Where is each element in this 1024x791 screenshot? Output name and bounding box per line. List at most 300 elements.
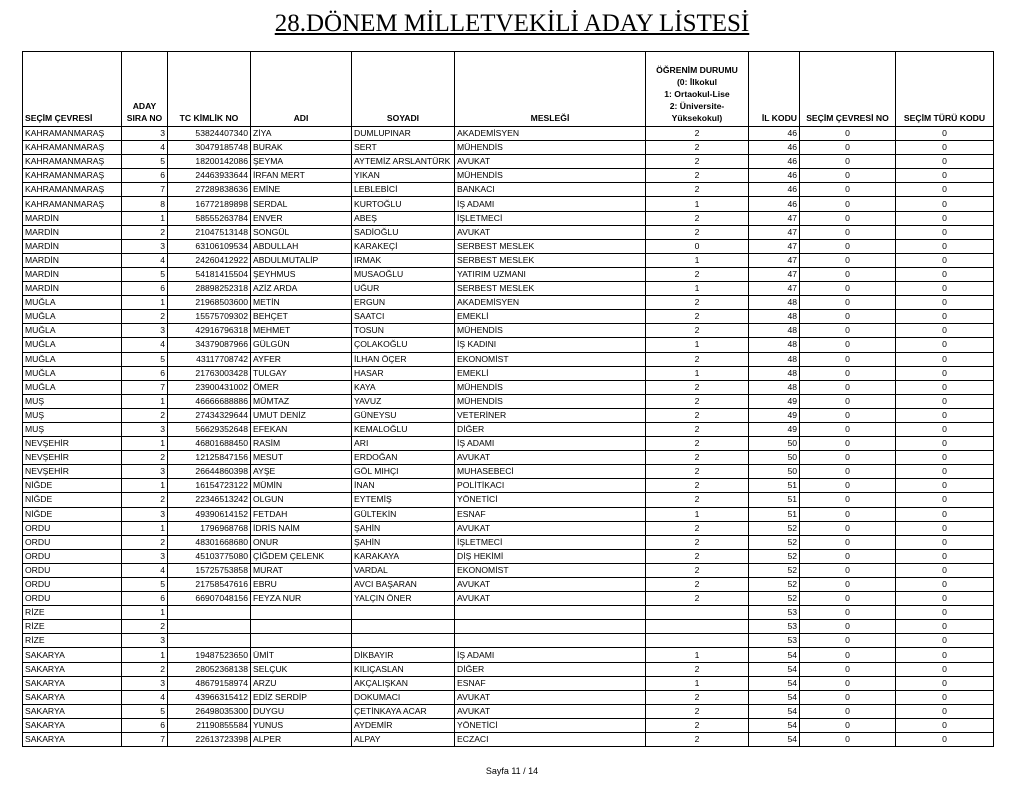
cell-secim-cevresi-no: 0	[800, 676, 896, 690]
cell-adi: ZİYA	[251, 127, 352, 141]
cell-il-kodu: 47	[749, 267, 800, 281]
cell-meslegi: MÜHENDİS	[455, 141, 646, 155]
cell-aday-sira: 4	[122, 253, 168, 267]
table-row	[23, 451, 994, 465]
cell-aday-sira: 6	[122, 592, 168, 606]
table-row	[23, 338, 994, 352]
cell-aday-sira: 1	[122, 394, 168, 408]
cell-soyadi: İNAN	[352, 479, 455, 493]
cell-adi: AYŞE	[251, 465, 352, 479]
cell-aday-sira: 3	[122, 324, 168, 338]
cell-secim-turu-kodu: 0	[896, 662, 994, 676]
cell-il-kodu: 48	[749, 338, 800, 352]
cell-tc-kimlik: 27434329644	[168, 408, 251, 422]
cell-tc-kimlik: 54181415504	[168, 267, 251, 281]
cell-secim-cevresi-no: 0	[800, 648, 896, 662]
cell-soyadi: TOSUN	[352, 324, 455, 338]
cell-soyadi: ERDOĞAN	[352, 451, 455, 465]
cell-secim-cevresi: MUĞLA	[23, 310, 122, 324]
table-row	[23, 155, 994, 169]
cell-aday-sira: 5	[122, 352, 168, 366]
cell-ogrenim: 1	[646, 648, 749, 662]
cell-secim-cevresi-no: 0	[800, 282, 896, 296]
table-row	[23, 169, 994, 183]
cell-il-kodu: 52	[749, 535, 800, 549]
cell-tc-kimlik: 30479185748	[168, 141, 251, 155]
cell-secim-turu-kodu: 0	[896, 155, 994, 169]
table-row	[23, 549, 994, 563]
cell-secim-cevresi-no: 0	[800, 127, 896, 141]
cell-secim-turu-kodu: 0	[896, 648, 994, 662]
cell-secim-cevresi: RİZE	[23, 634, 122, 648]
header-tc: TC KİMLİK NO	[168, 52, 251, 127]
cell-soyadi: EYTEMİŞ	[352, 493, 455, 507]
cell-adi: ÜMİT	[251, 648, 352, 662]
cell-ogrenim: 2	[646, 324, 749, 338]
cell-secim-cevresi-no: 0	[800, 338, 896, 352]
cell-meslegi: MÜHENDİS	[455, 380, 646, 394]
cell-soyadi: KEMALOĞLU	[352, 422, 455, 436]
cell-secim-cevresi-no: 0	[800, 493, 896, 507]
cell-secim-cevresi: MUĞLA	[23, 380, 122, 394]
cell-aday-sira: 3	[122, 239, 168, 253]
cell-ogrenim: 1	[646, 253, 749, 267]
cell-tc-kimlik: 26498035300	[168, 704, 251, 718]
cell-tc-kimlik: 16154723122	[168, 479, 251, 493]
cell-secim-turu-kodu: 0	[896, 704, 994, 718]
cell-il-kodu: 54	[749, 662, 800, 676]
table-row	[23, 394, 994, 408]
cell-ogrenim: 2	[646, 296, 749, 310]
cell-meslegi: ESNAF	[455, 507, 646, 521]
table-row	[23, 239, 994, 253]
cell-ogrenim: 1	[646, 282, 749, 296]
cell-soyadi: IRMAK	[352, 253, 455, 267]
cell-ogrenim: 2	[646, 127, 749, 141]
cell-adi: EDİZ SERDİP	[251, 690, 352, 704]
cell-secim-cevresi-no: 0	[800, 620, 896, 634]
cell-soyadi: DUMLUPINAR	[352, 127, 455, 141]
cell-meslegi: YÖNETİCİ	[455, 493, 646, 507]
table-row	[23, 634, 994, 648]
cell-secim-turu-kodu: 0	[896, 225, 994, 239]
cell-ogrenim: 1	[646, 507, 749, 521]
cell-secim-cevresi: SAKARYA	[23, 704, 122, 718]
cell-meslegi: POLİTİKACI	[455, 479, 646, 493]
cell-meslegi: İŞLETMECİ	[455, 211, 646, 225]
cell-soyadi: MUSAOĞLU	[352, 267, 455, 281]
cell-secim-cevresi-no: 0	[800, 563, 896, 577]
cell-secim-cevresi: MARDİN	[23, 225, 122, 239]
cell-meslegi: AVUKAT	[455, 578, 646, 592]
cell-soyadi: ABEŞ	[352, 211, 455, 225]
cell-tc-kimlik: 19487523650	[168, 648, 251, 662]
cell-aday-sira: 1	[122, 437, 168, 451]
header-secim-cevresi-no: SEÇİM ÇEVRESİ NO	[800, 52, 896, 127]
cell-secim-cevresi-no: 0	[800, 197, 896, 211]
cell-adi: ŞEYHMUS	[251, 267, 352, 281]
cell-ogrenim: 2	[646, 563, 749, 577]
cell-secim-turu-kodu: 0	[896, 507, 994, 521]
cell-adi	[251, 620, 352, 634]
cell-soyadi: SAATCI	[352, 310, 455, 324]
cell-ogrenim: 2	[646, 493, 749, 507]
table-row	[23, 253, 994, 267]
cell-meslegi: İŞ ADAMI	[455, 197, 646, 211]
cell-secim-cevresi-no: 0	[800, 437, 896, 451]
cell-ogrenim: 2	[646, 310, 749, 324]
cell-il-kodu: 51	[749, 507, 800, 521]
cell-secim-turu-kodu: 0	[896, 169, 994, 183]
cell-secim-cevresi-no: 0	[800, 296, 896, 310]
cell-secim-cevresi: KAHRAMANMARAŞ	[23, 141, 122, 155]
cell-secim-cevresi: ORDU	[23, 549, 122, 563]
cell-il-kodu: 54	[749, 704, 800, 718]
cell-aday-sira: 5	[122, 267, 168, 281]
cell-tc-kimlik: 66907048156	[168, 592, 251, 606]
cell-aday-sira: 5	[122, 578, 168, 592]
cell-secim-cevresi-no: 0	[800, 169, 896, 183]
cell-tc-kimlik: 16772189898	[168, 197, 251, 211]
cell-secim-turu-kodu: 0	[896, 606, 994, 620]
cell-secim-cevresi-no: 0	[800, 155, 896, 169]
cell-il-kodu: 48	[749, 366, 800, 380]
cell-ogrenim	[646, 606, 749, 620]
cell-adi: BURAK	[251, 141, 352, 155]
cell-secim-cevresi: SAKARYA	[23, 718, 122, 732]
cell-secim-turu-kodu: 0	[896, 521, 994, 535]
cell-secim-turu-kodu: 0	[896, 211, 994, 225]
cell-tc-kimlik: 24463933644	[168, 169, 251, 183]
cell-il-kodu: 54	[749, 690, 800, 704]
cell-secim-cevresi-no: 0	[800, 592, 896, 606]
cell-secim-cevresi-no: 0	[800, 578, 896, 592]
cell-il-kodu: 46	[749, 127, 800, 141]
cell-secim-cevresi: MUŞ	[23, 408, 122, 422]
table-row	[23, 648, 994, 662]
cell-tc-kimlik: 12125847156	[168, 451, 251, 465]
cell-adi: EFEKAN	[251, 422, 352, 436]
table-row	[23, 606, 994, 620]
cell-secim-cevresi-no: 0	[800, 465, 896, 479]
cell-adi: MESUT	[251, 451, 352, 465]
cell-soyadi: LEBLEBİCİ	[352, 183, 455, 197]
table-row	[23, 690, 994, 704]
cell-adi: ABDULLAH	[251, 239, 352, 253]
candidate-table	[22, 51, 994, 747]
cell-aday-sira: 3	[122, 634, 168, 648]
cell-meslegi: İŞ ADAMI	[455, 437, 646, 451]
cell-aday-sira: 1	[122, 648, 168, 662]
cell-secim-cevresi: MUĞLA	[23, 352, 122, 366]
table-row	[23, 422, 994, 436]
cell-soyadi: ERGUN	[352, 296, 455, 310]
cell-adi: MÜMİN	[251, 479, 352, 493]
cell-adi: ALPER	[251, 733, 352, 747]
cell-tc-kimlik: 15575709302	[168, 310, 251, 324]
table-row	[23, 352, 994, 366]
cell-il-kodu: 48	[749, 310, 800, 324]
cell-il-kodu: 54	[749, 733, 800, 747]
table-row	[23, 493, 994, 507]
table-row	[23, 535, 994, 549]
cell-adi: EBRU	[251, 578, 352, 592]
cell-soyadi: KARAKEÇİ	[352, 239, 455, 253]
cell-aday-sira: 7	[122, 380, 168, 394]
cell-secim-cevresi-no: 0	[800, 733, 896, 747]
cell-secim-turu-kodu: 0	[896, 366, 994, 380]
cell-aday-sira: 5	[122, 155, 168, 169]
cell-meslegi	[455, 634, 646, 648]
cell-aday-sira: 4	[122, 563, 168, 577]
cell-meslegi: İŞLETMECİ	[455, 535, 646, 549]
cell-il-kodu: 54	[749, 718, 800, 732]
table-row	[23, 704, 994, 718]
cell-ogrenim: 2	[646, 465, 749, 479]
table-row	[23, 408, 994, 422]
cell-il-kodu: 52	[749, 563, 800, 577]
cell-tc-kimlik: 45103775080	[168, 549, 251, 563]
table-row	[23, 521, 994, 535]
table-row	[23, 733, 994, 747]
cell-ogrenim: 2	[646, 704, 749, 718]
cell-ogrenim: 2	[646, 155, 749, 169]
cell-secim-turu-kodu: 0	[896, 634, 994, 648]
cell-secim-turu-kodu: 0	[896, 380, 994, 394]
cell-il-kodu: 47	[749, 253, 800, 267]
cell-ogrenim: 2	[646, 394, 749, 408]
cell-secim-cevresi: MARDİN	[23, 211, 122, 225]
cell-aday-sira: 3	[122, 465, 168, 479]
cell-secim-cevresi-no: 0	[800, 239, 896, 253]
cell-secim-cevresi: MUĞLA	[23, 366, 122, 380]
cell-secim-cevresi: SAKARYA	[23, 690, 122, 704]
cell-il-kodu: 53	[749, 620, 800, 634]
cell-secim-cevresi: NEVŞEHİR	[23, 437, 122, 451]
table-row	[23, 662, 994, 676]
cell-secim-turu-kodu: 0	[896, 437, 994, 451]
table-row	[23, 225, 994, 239]
cell-il-kodu: 46	[749, 155, 800, 169]
cell-secim-turu-kodu: 0	[896, 239, 994, 253]
cell-aday-sira: 6	[122, 282, 168, 296]
cell-secim-cevresi: MARDİN	[23, 253, 122, 267]
cell-tc-kimlik: 48301668680	[168, 535, 251, 549]
cell-secim-turu-kodu: 0	[896, 127, 994, 141]
cell-meslegi	[455, 606, 646, 620]
cell-secim-cevresi-no: 0	[800, 718, 896, 732]
cell-ogrenim: 1	[646, 197, 749, 211]
cell-secim-cevresi-no: 0	[800, 662, 896, 676]
cell-meslegi: EMEKLİ	[455, 310, 646, 324]
cell-soyadi: AYTEMİZ ARSLANTÜRK	[352, 155, 455, 169]
cell-adi: İRFAN MERT	[251, 169, 352, 183]
cell-ogrenim: 2	[646, 211, 749, 225]
cell-soyadi: KAYA	[352, 380, 455, 394]
cell-soyadi: AKÇALIŞKAN	[352, 676, 455, 690]
table-row	[23, 507, 994, 521]
cell-ogrenim: 2	[646, 662, 749, 676]
cell-secim-cevresi: RİZE	[23, 620, 122, 634]
cell-secim-cevresi: RİZE	[23, 606, 122, 620]
cell-secim-cevresi: MARDİN	[23, 282, 122, 296]
cell-secim-cevresi: NİĞDE	[23, 479, 122, 493]
cell-soyadi: VARDAL	[352, 563, 455, 577]
cell-aday-sira: 1	[122, 606, 168, 620]
header-aday-sira: ADAY SIRA NO	[122, 52, 168, 127]
cell-secim-turu-kodu: 0	[896, 451, 994, 465]
cell-soyadi	[352, 634, 455, 648]
cell-secim-turu-kodu: 0	[896, 733, 994, 747]
cell-soyadi: GÜLTEKİN	[352, 507, 455, 521]
cell-soyadi: ALPAY	[352, 733, 455, 747]
table-row	[23, 197, 994, 211]
cell-ogrenim: 1	[646, 366, 749, 380]
cell-tc-kimlik: 34379087966	[168, 338, 251, 352]
cell-il-kodu: 52	[749, 578, 800, 592]
cell-adi: MURAT	[251, 563, 352, 577]
cell-ogrenim: 2	[646, 408, 749, 422]
table-row	[23, 718, 994, 732]
cell-tc-kimlik: 23900431002	[168, 380, 251, 394]
cell-meslegi: DİĞER	[455, 662, 646, 676]
cell-adi: SERDAL	[251, 197, 352, 211]
cell-aday-sira: 2	[122, 620, 168, 634]
cell-aday-sira: 1	[122, 211, 168, 225]
cell-meslegi: AVUKAT	[455, 704, 646, 718]
cell-aday-sira: 4	[122, 141, 168, 155]
cell-tc-kimlik: 63106109534	[168, 239, 251, 253]
cell-secim-cevresi-no: 0	[800, 183, 896, 197]
cell-adi: BEHÇET	[251, 310, 352, 324]
cell-adi: MEHMET	[251, 324, 352, 338]
cell-ogrenim: 2	[646, 183, 749, 197]
cell-soyadi	[352, 606, 455, 620]
table-row	[23, 211, 994, 225]
cell-soyadi: AVCI BAŞARAN	[352, 578, 455, 592]
cell-tc-kimlik: 43117708742	[168, 352, 251, 366]
cell-secim-cevresi: ORDU	[23, 578, 122, 592]
cell-aday-sira: 3	[122, 676, 168, 690]
cell-meslegi: MUHASEBECİ	[455, 465, 646, 479]
cell-meslegi: AKADEMİSYEN	[455, 127, 646, 141]
cell-aday-sira: 2	[122, 225, 168, 239]
cell-tc-kimlik: 21190855584	[168, 718, 251, 732]
cell-aday-sira: 7	[122, 183, 168, 197]
page-title-text: 28.DÖNEM MİLLETVEKİLİ ADAY LİSTESİ	[274, 10, 750, 37]
cell-aday-sira: 3	[122, 549, 168, 563]
cell-secim-cevresi: KAHRAMANMARAŞ	[23, 169, 122, 183]
cell-soyadi: AYDEMİR	[352, 718, 455, 732]
cell-ogrenim: 2	[646, 437, 749, 451]
cell-secim-turu-kodu: 0	[896, 535, 994, 549]
cell-adi: AZİZ ARDA	[251, 282, 352, 296]
cell-secim-cevresi-no: 0	[800, 324, 896, 338]
cell-tc-kimlik: 49390614152	[168, 507, 251, 521]
cell-tc-kimlik: 22346513242	[168, 493, 251, 507]
header-ogrenim: ÖĞRENİM DURUMU (0: İlkokul 1: Ortaokul-Lise 2: Üniversite- Yüksekokul)	[646, 52, 749, 127]
cell-il-kodu: 46	[749, 169, 800, 183]
cell-meslegi: ECZACI	[455, 733, 646, 747]
cell-aday-sira: 2	[122, 408, 168, 422]
table-row	[23, 324, 994, 338]
cell-adi: GÜLGÜN	[251, 338, 352, 352]
cell-tc-kimlik: 28052368138	[168, 662, 251, 676]
cell-secim-turu-kodu: 0	[896, 338, 994, 352]
cell-secim-turu-kodu: 0	[896, 718, 994, 732]
table-row	[23, 437, 994, 451]
cell-tc-kimlik: 48679158974	[168, 676, 251, 690]
cell-aday-sira: 1	[122, 479, 168, 493]
cell-meslegi: VETERİNER	[455, 408, 646, 422]
cell-il-kodu: 53	[749, 606, 800, 620]
cell-secim-cevresi-no: 0	[800, 535, 896, 549]
table-row	[23, 380, 994, 394]
cell-secim-cevresi-no: 0	[800, 606, 896, 620]
cell-secim-cevresi-no: 0	[800, 408, 896, 422]
cell-secim-cevresi-no: 0	[800, 394, 896, 408]
cell-soyadi: İLHAN ÖÇER	[352, 352, 455, 366]
cell-ogrenim	[646, 620, 749, 634]
cell-adi: FETDAH	[251, 507, 352, 521]
cell-tc-kimlik: 26644860398	[168, 465, 251, 479]
cell-ogrenim: 0	[646, 239, 749, 253]
cell-aday-sira: 3	[122, 422, 168, 436]
cell-adi: ÇİĞDEM ÇELENK	[251, 549, 352, 563]
cell-secim-cevresi: ORDU	[23, 535, 122, 549]
cell-il-kodu: 52	[749, 592, 800, 606]
cell-adi: RASİM	[251, 437, 352, 451]
cell-adi	[251, 606, 352, 620]
cell-ogrenim: 2	[646, 549, 749, 563]
cell-ogrenim: 2	[646, 352, 749, 366]
cell-aday-sira: 2	[122, 310, 168, 324]
cell-ogrenim: 1	[646, 676, 749, 690]
cell-aday-sira: 3	[122, 127, 168, 141]
cell-tc-kimlik: 15725753858	[168, 563, 251, 577]
table-row	[23, 563, 994, 577]
cell-secim-turu-kodu: 0	[896, 493, 994, 507]
cell-il-kodu: 54	[749, 648, 800, 662]
cell-adi: SELÇUK	[251, 662, 352, 676]
cell-secim-cevresi: NİĞDE	[23, 507, 122, 521]
table-row	[23, 578, 994, 592]
cell-secim-cevresi-no: 0	[800, 141, 896, 155]
cell-il-kodu: 49	[749, 394, 800, 408]
cell-il-kodu: 48	[749, 380, 800, 394]
cell-adi: METİN	[251, 296, 352, 310]
cell-il-kodu: 46	[749, 197, 800, 211]
cell-meslegi: MÜHENDİS	[455, 324, 646, 338]
cell-secim-cevresi-no: 0	[800, 422, 896, 436]
cell-il-kodu: 54	[749, 676, 800, 690]
cell-tc-kimlik: 43966315412	[168, 690, 251, 704]
cell-secim-cevresi-no: 0	[800, 704, 896, 718]
cell-secim-cevresi: MUŞ	[23, 422, 122, 436]
header-meslegi: MESLEĞİ	[455, 52, 646, 127]
cell-tc-kimlik: 18200142086	[168, 155, 251, 169]
cell-secim-cevresi: KAHRAMANMARAŞ	[23, 197, 122, 211]
cell-adi: ÖMER	[251, 380, 352, 394]
cell-il-kodu: 46	[749, 183, 800, 197]
cell-il-kodu: 47	[749, 211, 800, 225]
cell-secim-cevresi-no: 0	[800, 380, 896, 394]
table-row	[23, 465, 994, 479]
cell-adi: ARZU	[251, 676, 352, 690]
cell-il-kodu: 51	[749, 479, 800, 493]
cell-secim-cevresi-no: 0	[800, 352, 896, 366]
cell-secim-cevresi: SAKARYA	[23, 648, 122, 662]
